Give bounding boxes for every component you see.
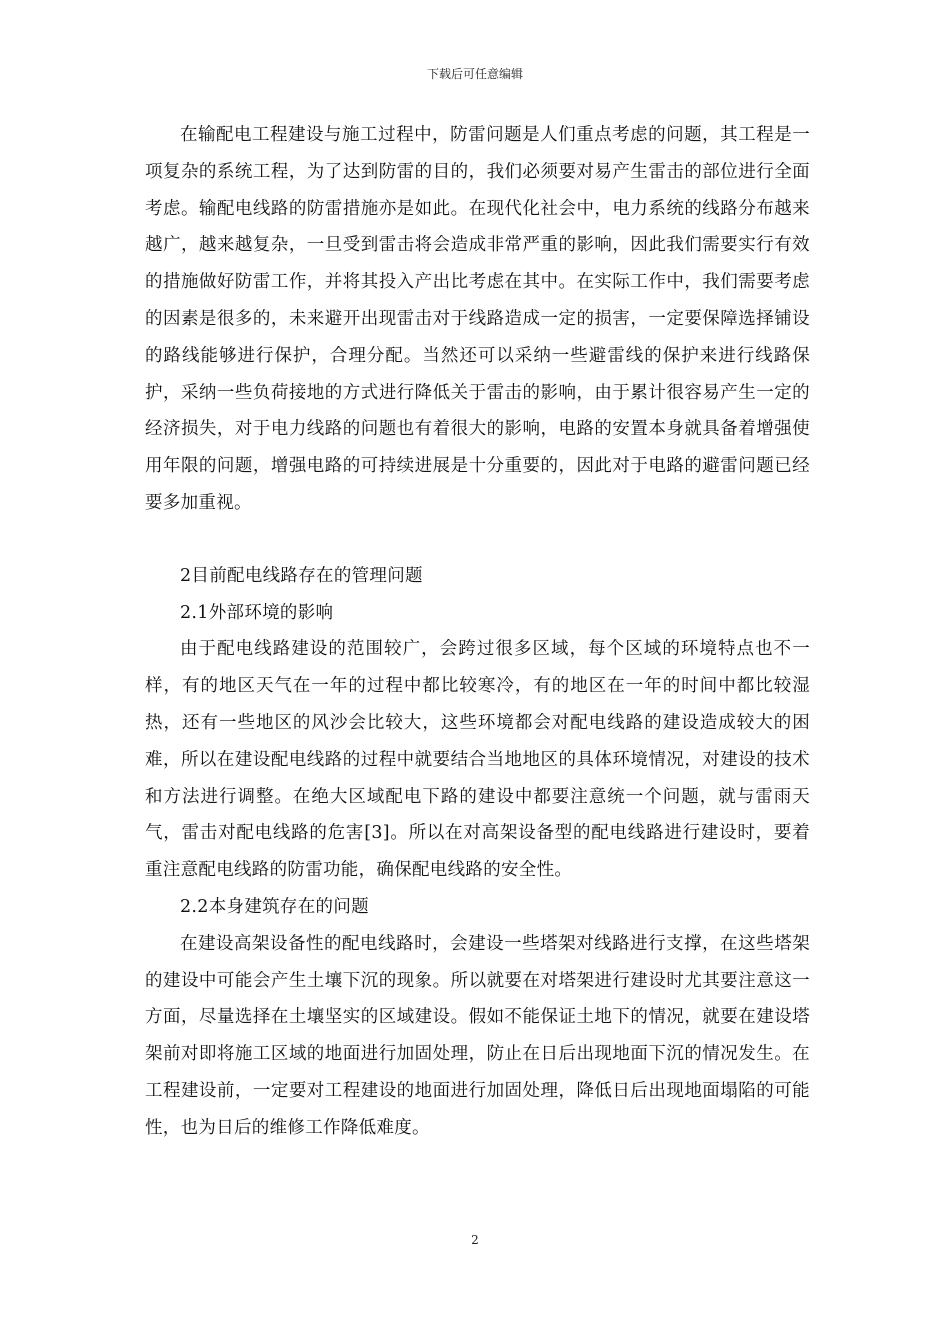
page-number: 2 bbox=[471, 1233, 479, 1247]
subsection-heading: 2.1外部环境的影响 bbox=[180, 602, 334, 623]
subsection-heading: 2.2本身建筑存在的问题 bbox=[180, 896, 369, 917]
page-header: 下载后可任意编辑 bbox=[426, 67, 523, 81]
document-body bbox=[145, 117, 810, 1147]
paragraph-gap bbox=[145, 522, 810, 558]
body-paragraph: 由于配电线路建设的范围较广，会跨过很多区域，每个区域的环境特点也不一样，有的地区天气在一年的过程中都比较寒冷，有的地区在一年的时间中都比较湿热，还有一些地区的风沙会比较大，这些环境都会对配电线路的建设造成较大的困难，所以在建设配电线路的过程中就要结合当地地区的具体环境情况，对建设的技术和方法进行调整。在绝大区域配电下路的建设中都要注意统一个问题，就与雷雨天气，雷击对配电线路的危害[3]。所以在对高架设备型的配电线路进行建设时，要着重注意配电线路的防雷功能，确保配电线路的安全性。 bbox=[145, 639, 810, 881]
body-paragraph: 在建设高架设备性的配电线路时，会建设一些塔架对线路进行支撑，在这些塔架的建设中可能会产生土壤下沉的现象。所以就要在对塔架进行建设时尤其要注意这一方面，尽量选择在土壤坚实的区域建设。假如不能保证土地下的情况，就要在建设塔架前对即将施工区域的地面进行加固处理，防止在日后出现地面下沉的情况发生。在工程建设前，一定要对工程建设的地面进行加固处理，降低日后出现地面塌陷的可能性，也为日后的维修工作降低难度。 bbox=[145, 933, 810, 1138]
section-heading: 2目前配电线路存在的管理问题 bbox=[180, 565, 423, 586]
body-paragraph: 在输配电工程建设与施工过程中，防雷问题是人们重点考虑的问题，其工程是一项复杂的系统工程，为了达到防雷的目的，我们必须要对易产生雷击的部位进行全面考虑。输配电线路的防雷措施亦是如此。在现代化社会中，电力系统的线路分布越来越广，越来越复杂，一旦受到雷击将会造成非常严重的影响，因此我们需要实行有效的措施做好防雷工作，并将其投入产出比考虑在其中。在实际工作中，我们需要考虑的因素是很多的，未来避开出现雷击对于线路造成一定的损害，一定要保障选择铺设的路线能够进行保护，合理分配。当然还可以采纳一些避雷线的保护来进行线路保护，采纳一些负荷接地的方式进行降低关于雷击的影响，由于累计很容易产生一定的经济损失，对于电力线路的问题也有着很大的影响，电路的安置本身就具备着增强使用年限的问题，增强电路的可持续进展是十分重要的，因此对于电路的避雷问题已经要多加重视。 bbox=[145, 125, 810, 513]
